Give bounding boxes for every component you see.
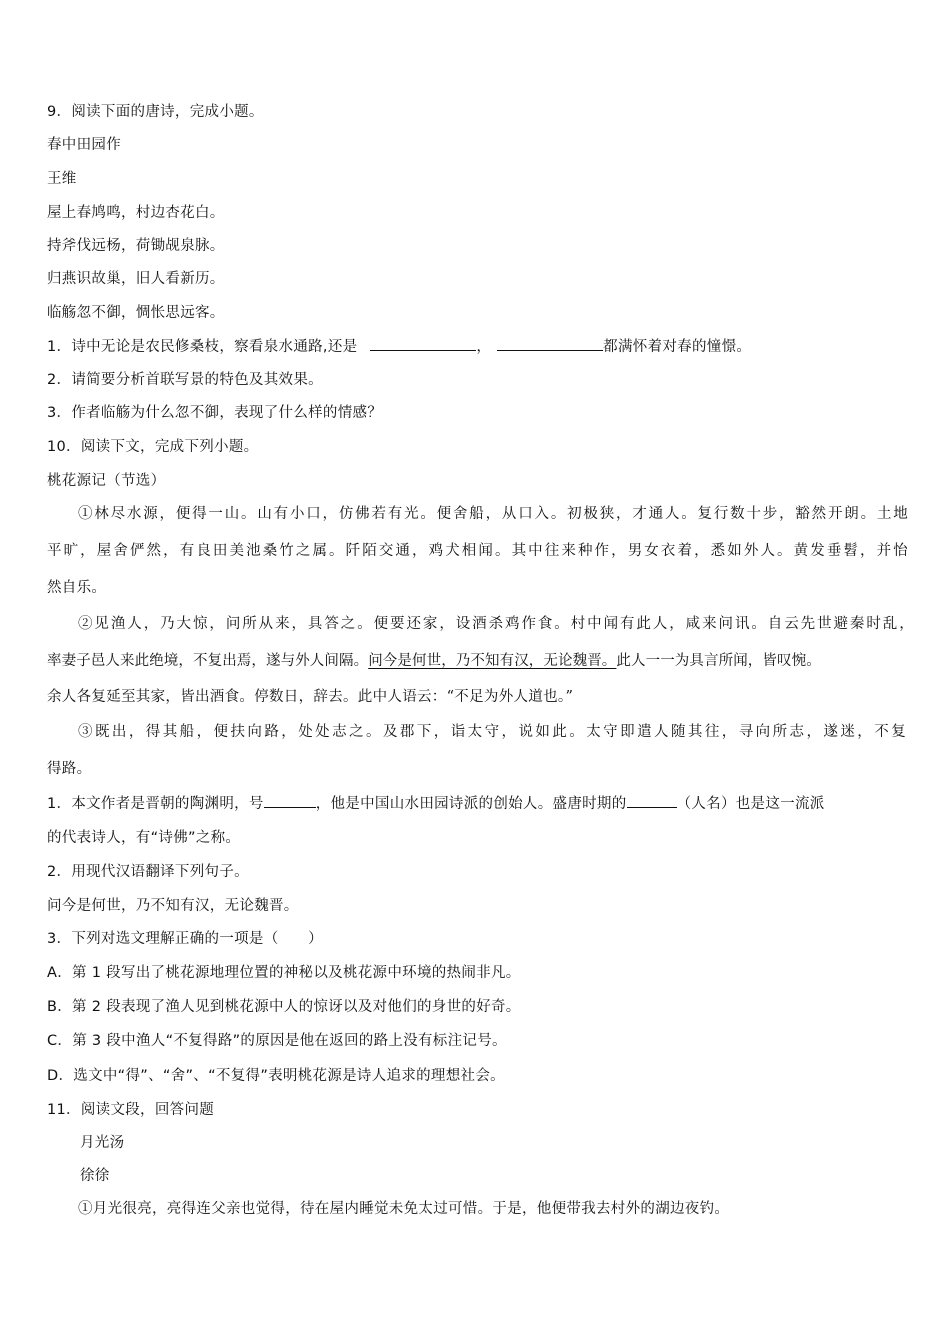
q10-sub1-a: 1．本文作者是晋朝的陶渊明，号 (47, 796, 264, 812)
q10-sub1-b: ，他是中国山水田园诗派的创始人。盛唐时期的 (315, 796, 627, 812)
answer-blank-2[interactable] (497, 336, 603, 351)
q10-sub2-sentence: 问今是何世，乃不知有汉，无论魏晋。 (47, 898, 299, 914)
option-d: D．选文中“得”、“舍”、“不复得”表明桃花源是诗人追求的理想社会。 (47, 1068, 505, 1084)
q9-sub1-mid: ， (476, 339, 492, 355)
underlined-sentence: 问今是何世，乃不知有汉，无论魏晋。 (368, 653, 617, 669)
para2-line2-b: 此人一一为具言所闻，皆叹惋。 (616, 653, 821, 669)
para2-line3: 余人各复延至其家，皆出酒食。停数日，辞去。此中人语云：“不足为外人道也。” (47, 689, 574, 705)
q9-sub3: 3．作者临觞为什么忽不御，表现了什么样的情感？ (47, 405, 383, 421)
q9-sub2: 2．请简要分析首联写景的特色及其效果。 (47, 372, 323, 388)
q9-sub1 (47, 336, 910, 357)
poem-author: 王维 (47, 171, 77, 187)
q9-heading: 9．阅读下面的唐诗，完成小题。 (47, 104, 264, 120)
q9-sub1-prefix: 1．诗中无论是农民修桑枝，察看泉水通路,还是 (47, 339, 358, 355)
para1-line1: ①林尽水源，便得一山。山有小口，仿佛若有光。便舍船，从口入。初极狭，才通人。复行数十步，豁然开朗。土地 (78, 506, 908, 522)
poem-line-1: 屋上春鸠鸣，村边杏花白。 (47, 205, 225, 221)
q11-heading: 11．阅读文段，回答问题 (47, 1102, 215, 1118)
answer-blank-3[interactable] (264, 793, 316, 808)
option-c: C．第 3 段中渔人“不复得路”的原因是他在返回的路上没有标注记号。 (47, 1033, 507, 1049)
para2-line2-a: 率妻子邑人来此绝境，不复出焉，遂与外人间隔。 (47, 653, 369, 669)
q11-text-title: 月光汤 (80, 1135, 125, 1151)
q9-sub1-suffix: 都满怀着对春的憧憬。 (603, 339, 752, 355)
q10-sub3: 3．下列对选文理解正确的一项是（ ） (47, 931, 323, 947)
q10-sub1 (47, 793, 910, 814)
text-title: 桃花源记（节选） (47, 473, 166, 489)
poem-title: 春中田园作 (47, 137, 121, 153)
para3-line2: 得路。 (47, 761, 92, 777)
q10-sub1-line2: 的代表诗人，有“诗佛”之称。 (47, 830, 241, 846)
option-a: A．第 1 段写出了桃花源地理位置的神秘以及桃花源中环境的热闹非凡。 (47, 965, 521, 981)
poem-line-4: 临觞忽不御，惆怅思远客。 (47, 305, 225, 321)
option-b: B．第 2 段表现了渔人见到桃花源中人的惊讶以及对他们的身世的好奇。 (47, 999, 521, 1015)
answer-blank-1[interactable] (370, 336, 476, 351)
q10-heading: 10．阅读下文，完成下列小题。 (47, 439, 259, 455)
poem-line-3: 归燕识故巢，旧人看新历。 (47, 271, 225, 287)
poem-line-2: 持斧伐远杨，荷锄觇泉脉。 (47, 238, 225, 254)
q11-author: 徐徐 (80, 1168, 110, 1184)
q11-para1: ①月光很亮，亮得连父亲也觉得，待在屋内睡觉未免太过可惜。于是，他便带我去村外的湖边夜钓。 (78, 1201, 730, 1217)
q10-sub2: 2．用现代汉语翻译下列句子。 (47, 864, 249, 880)
para2-line2 (47, 651, 914, 671)
para1-line2: 平旷，屋舍俨然，有良田美池桑竹之属。阡陌交通，鸡犬相闻。其中往来种作，男女衣着，悉如外人。黄发垂髫，并怡 (47, 543, 908, 559)
para2-line1: ②见渔人，乃大惊，问所从来，具答之。便要还家，设酒杀鸡作食。村中闻有此人，咸来问讯。自云先世避秦时乱， (78, 616, 914, 632)
q10-sub1-c: （人名）也是这一流派 (676, 796, 825, 812)
para1-line3: 然自乐。 (47, 580, 107, 596)
para3-line1: ③既出，得其船，便扶向路，处处志之。及郡下，诣太守，说如此。太守即遣人随其往，寻向所志，遂迷，不复 (78, 724, 906, 740)
answer-blank-4[interactable] (627, 793, 677, 808)
